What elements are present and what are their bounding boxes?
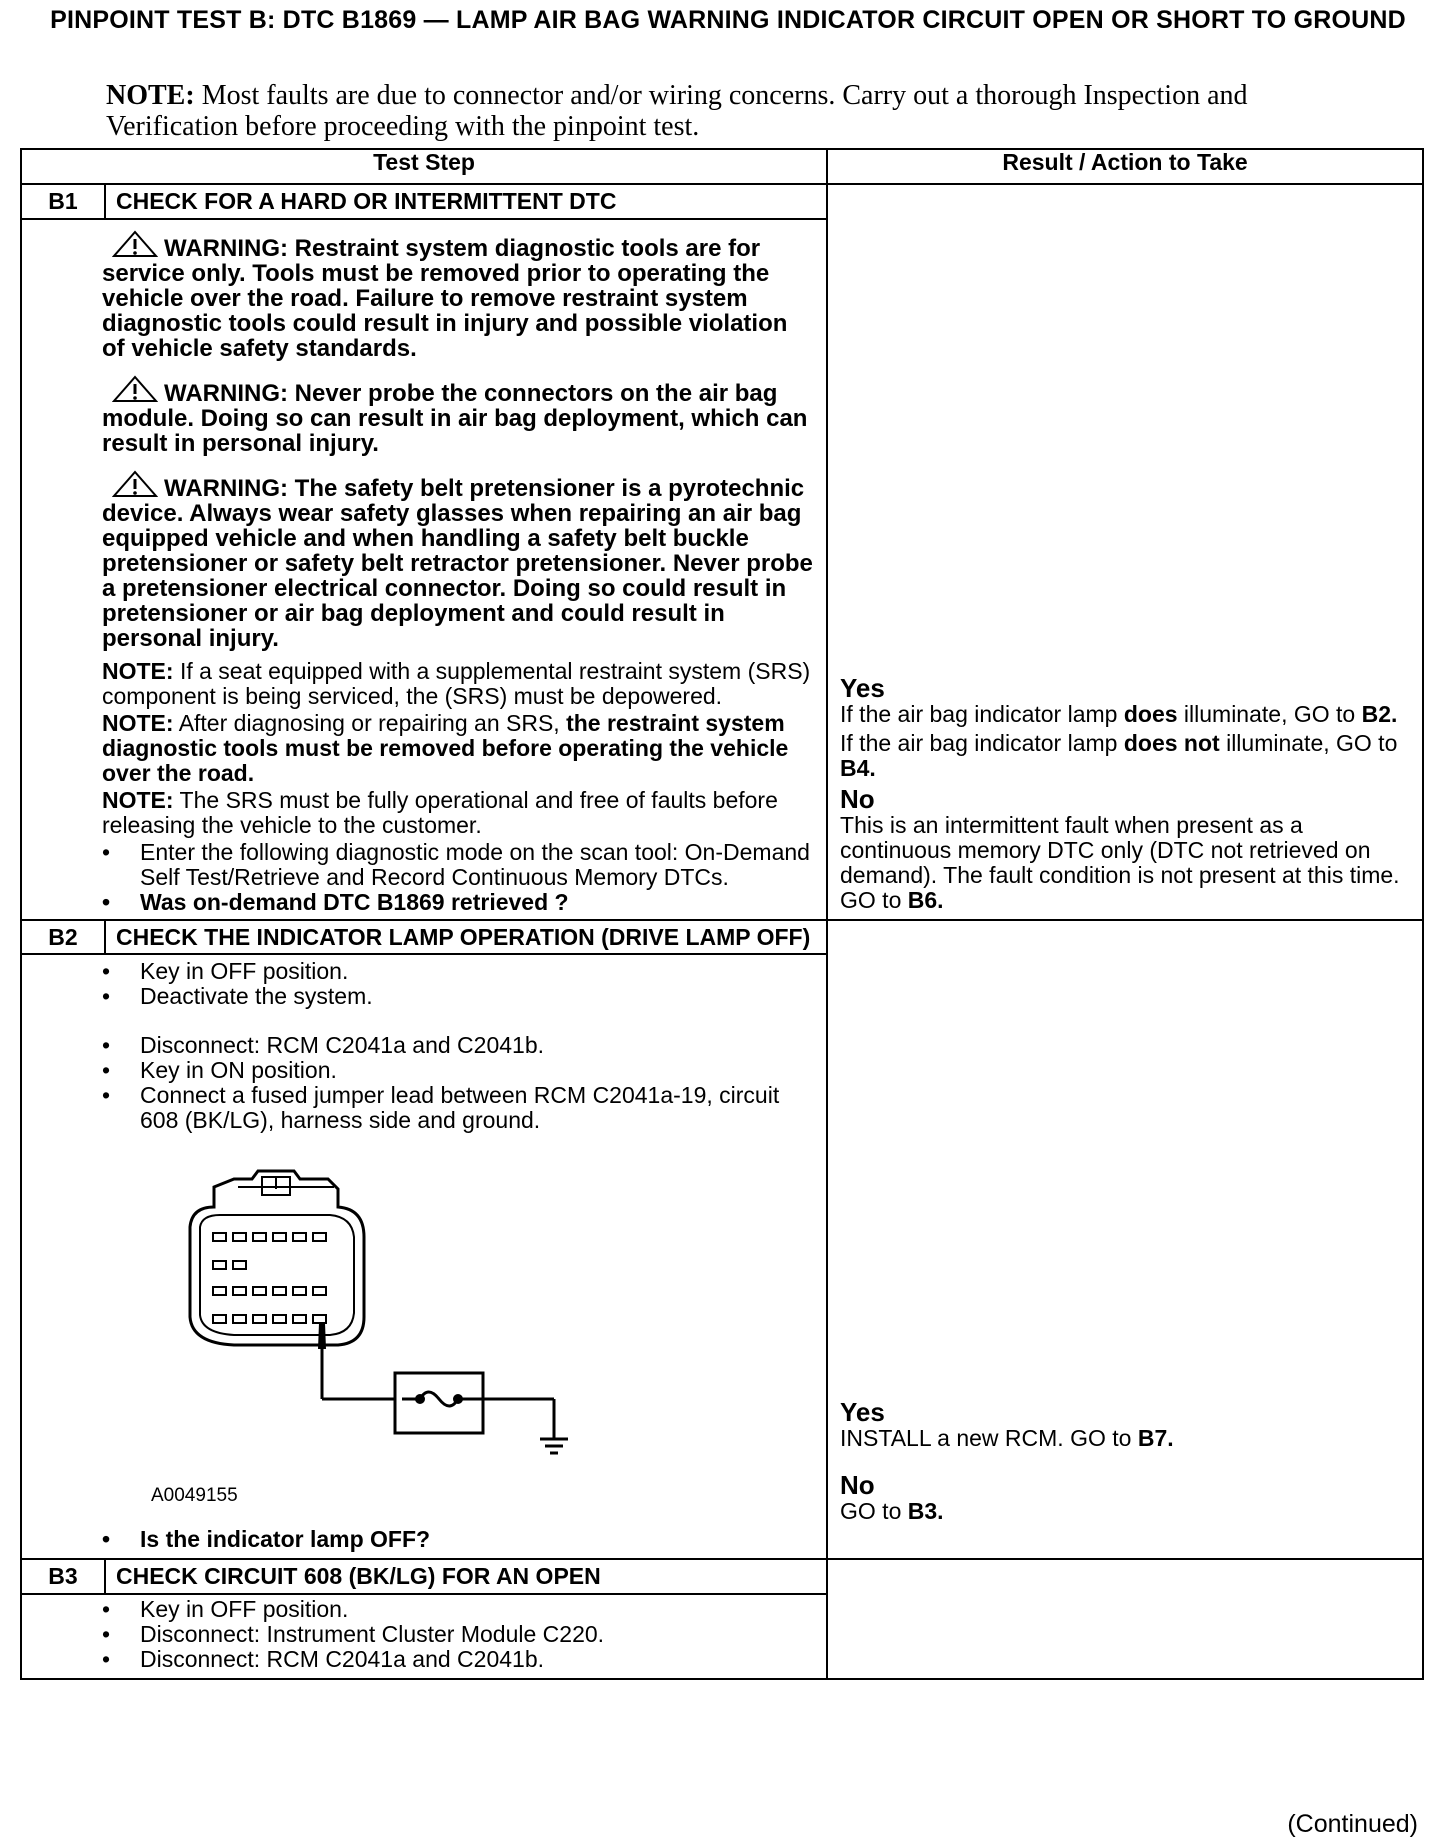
- list-item: • Key in ON position.: [102, 1058, 816, 1083]
- intro-note-label: NOTE:: [106, 80, 195, 111]
- note-2: NOTE: After diagnosing or repairing an SRS, the restraint system diagnostic tools must be removed before operating the vehicle over the road.: [102, 710, 789, 786]
- step-b3-header-row: [21, 1559, 1423, 1594]
- step-b3-heading: CHECK CIRCUIT 608 (BK/LG) FOR AN OPEN: [105, 1559, 827, 1594]
- intro-note: [106, 80, 1256, 142]
- list-item: • Disconnect: RCM C2041a and C2041b.: [102, 1647, 816, 1672]
- b2-no-label: No: [840, 1470, 875, 1500]
- b1-no-text: This is an intermittent fault when present as a continuous memory DTC only (DTC not retrieved on demand). The fault condition is not present at this time. GO to B6.: [840, 812, 1400, 913]
- list-item: • Key in OFF position.: [102, 959, 816, 984]
- note-1: NOTE: If a seat equipped with a supplemental restraint system (SRS) component is being serviced, the (SRS) must be depowered.: [102, 658, 811, 709]
- step-id-b2: B2: [21, 920, 105, 954]
- note-3: NOTE: The SRS must be fully operational and free of faults before releasing the vehicle to the customer.: [102, 787, 778, 838]
- connector-jumper-diagram: [102, 1167, 662, 1467]
- step-b2-heading: CHECK THE INDICATOR LAMP OPERATION (DRIVE LAMP OFF): [105, 920, 827, 954]
- b1-question: • Was on-demand DTC B1869 retrieved ?: [102, 890, 816, 915]
- step-b3-body: [21, 1594, 827, 1679]
- b2-yes-text: INSTALL a new RCM. GO to B7.: [840, 1425, 1174, 1451]
- step-b1-result: [827, 184, 1423, 920]
- step-b2-header-row: [21, 920, 1423, 954]
- b2-steps-b: [102, 1033, 816, 1133]
- step-b2-body: [21, 954, 827, 1559]
- warning-2: WARNING: Never probe the connectors on the air bag module. Doing so can result in air bag deployment, which can result in personal injury.: [102, 375, 816, 456]
- page-title: PINPOINT TEST B: DTC B1869 — LAMP AIR BAG WARNING INDICATOR CIRCUIT OPEN OR SHORT TO GROUND: [50, 6, 1406, 34]
- b3-steps: [102, 1597, 816, 1672]
- b2-no-text: GO to B3.: [840, 1498, 944, 1524]
- list-item: • Disconnect: RCM C2041a and C2041b.: [102, 1033, 816, 1058]
- b1-steps: [102, 840, 816, 915]
- warning-1: WARNING: Restraint system diagnostic tools are for service only. Tools must be removed prior to operating the vehicle over the road. Failure to remove restraint system diagnostic tools could result in injury and possible violation of vehicle safety standards.: [102, 230, 816, 361]
- intro-note-text: Most faults are due to connector and/or wiring concerns. Carry out a thorough Inspection and Verification before proceeding with the pinpoint test.: [106, 80, 1248, 142]
- connector-diagram: [102, 1167, 662, 1527]
- warning-triangle-icon: [112, 375, 158, 403]
- list-item: • Connect a fused jumper lead between RCM C2041a-19, circuit 608 (BK/LG), harness side and ground.: [102, 1083, 816, 1133]
- table-header-row: [21, 149, 1423, 184]
- b2-steps-c: [102, 1527, 816, 1552]
- b1-no-label: No: [840, 784, 875, 814]
- warning-triangle-icon: [112, 230, 158, 258]
- b2-question: • Is the indicator lamp OFF?: [102, 1527, 816, 1552]
- list-item: • Key in OFF position.: [102, 1597, 816, 1622]
- step-b1-body: [21, 219, 827, 920]
- warning-3: WARNING: The safety belt pretensioner is a pyrotechnic device. Always wear safety glasses when repairing an air bag equipped vehicle and when handling a safety belt buckle pretensioner or safety belt retractor pretensioner. Never probe a pretensioner electrical connector. Doing so could result in pretensioner or air bag deployment and could result in personal injury.: [102, 470, 816, 651]
- header-test-step: Test Step: [21, 149, 827, 184]
- b1-yes-option-2: If the air bag indicator lamp does not illuminate, GO to B4.: [840, 730, 1398, 781]
- pinpoint-test-table: [20, 148, 1424, 1680]
- b1-yes-label: Yes: [840, 673, 885, 703]
- b2-yes-label: Yes: [840, 1397, 885, 1427]
- header-result: Result / Action to Take: [827, 149, 1423, 184]
- list-item: • Enter the following diagnostic mode on the scan tool: On-Demand Self Test/Retrieve and Record Continuous Memory DTCs.: [102, 840, 816, 890]
- continued-label: (Continued): [1287, 1810, 1418, 1838]
- list-item: • Disconnect: Instrument Cluster Module C220.: [102, 1622, 816, 1647]
- warning-triangle-icon: [112, 470, 158, 498]
- step-id-b3: B3: [21, 1559, 105, 1594]
- b2-steps-a: [102, 959, 816, 1009]
- b1-yes-option-1: If the air bag indicator lamp does illuminate, GO to B2.: [840, 701, 1398, 727]
- list-item: • Deactivate the system.: [102, 984, 816, 1009]
- step-b3-result: [827, 1559, 1423, 1679]
- step-b2-result: [827, 920, 1423, 1559]
- step-id-b1: B1: [21, 184, 105, 219]
- figure-label: A0049155: [151, 1485, 238, 1506]
- step-b1-heading: CHECK FOR A HARD OR INTERMITTENT DTC: [105, 184, 827, 219]
- step-b1-header-row: [21, 184, 1423, 219]
